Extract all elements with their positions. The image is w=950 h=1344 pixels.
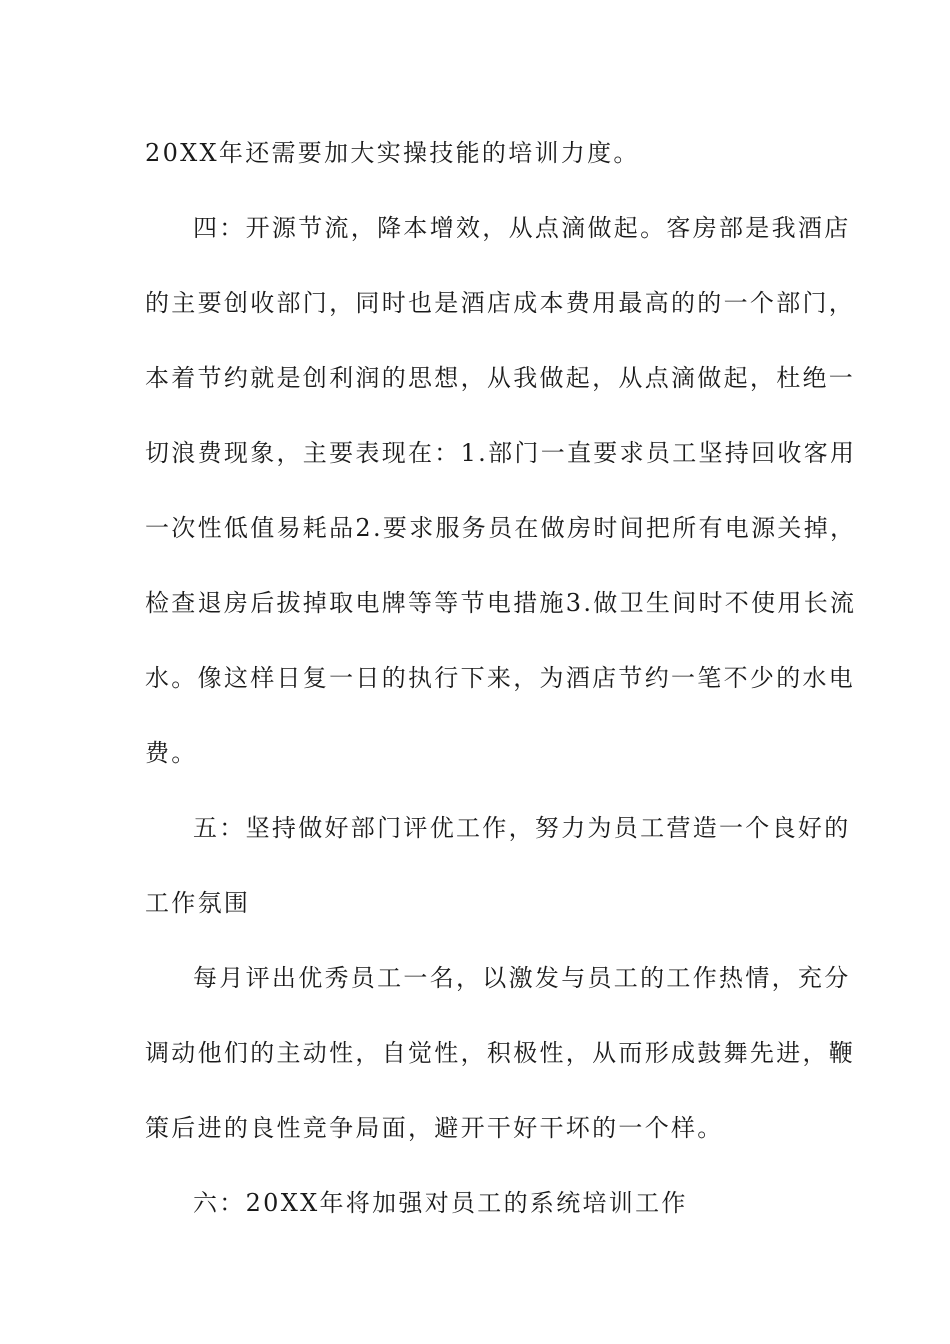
section-heading-four: 四：开源节流，降本增效，从点滴做起。客房部是我酒店 — [193, 214, 851, 242]
section-heading-five: 五：坚持做好部门评优工作，努力为员工营造一个良好的 — [193, 814, 851, 842]
text-line: 策后进的良性竞争局面，避开干好干坏的一个样。 — [145, 1114, 724, 1142]
text-line: 的主要创收部门，同时也是酒店成本费用最高的的一个部门， — [145, 289, 856, 317]
text-line: 切浪费现象，主要表现在：1.部门一直要求员工坚持回收客用 — [145, 439, 857, 467]
text-line: 检查退房后拔掉取电牌等等节电措施3.做卫生间时不使用长流 — [145, 589, 857, 617]
text-line: 费。 — [145, 739, 198, 767]
section-heading-six: 六：20XX年将加强对员工的系统培训工作 — [193, 1189, 688, 1217]
text-line: 本着节约就是创利润的思想，从我做起，从点滴做起，杜绝一 — [145, 364, 856, 392]
text-line: 一次性低值易耗品2.要求服务员在做房时间把所有电源关掉， — [145, 514, 857, 542]
text-line: 工作氛围 — [145, 889, 251, 917]
text-line: 水。像这样日复一日的执行下来，为酒店节约一笔不少的水电 — [145, 664, 856, 692]
text-line: 20XX年还需要加大实操技能的培训力度。 — [145, 139, 640, 167]
paragraph-start: 每月评出优秀员工一名，以激发与员工的工作热情，充分 — [193, 964, 851, 992]
text-line: 调动他们的主动性，自觉性，积极性，从而形成鼓舞先进，鞭 — [145, 1039, 856, 1067]
